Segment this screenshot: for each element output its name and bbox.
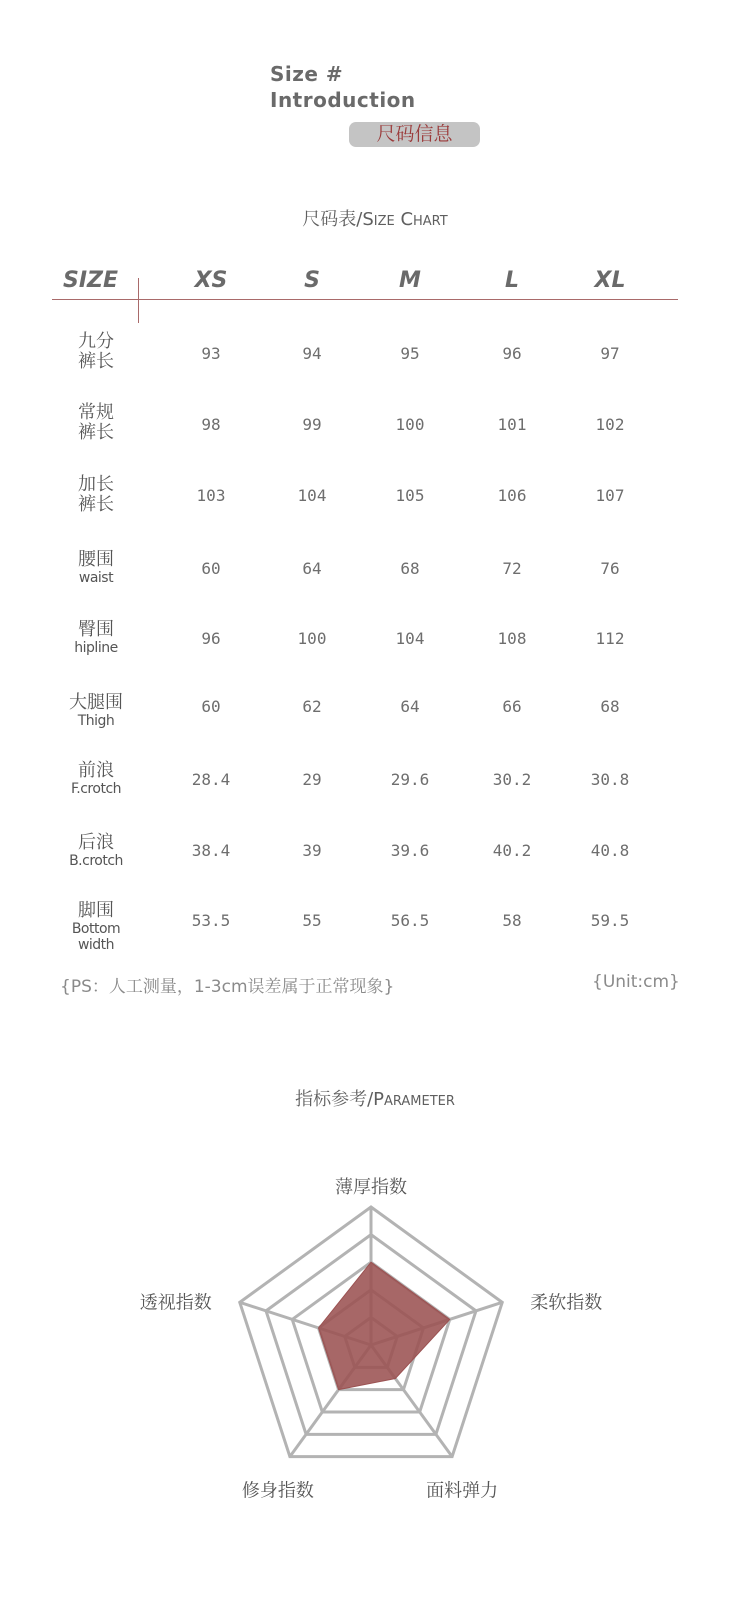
row-label-zh: 常规 [78,402,114,423]
table-cell: 107 [595,486,625,505]
row-label-en: Bottom width [71,921,121,953]
parameter-title-zh: 指标参考/ [295,1089,374,1110]
table-cell: 97 [600,344,620,363]
size-header-m: M [399,268,421,293]
table-cell: 95 [400,344,420,363]
table-cell: 30.2 [492,770,532,789]
table-cell: 112 [595,629,625,648]
radar-series [319,1262,450,1389]
table-cell: 96 [502,344,522,363]
row-label-zh: 臀围 [78,619,114,640]
radar-axis-label: 柔软指数 [530,1292,603,1314]
radar-axis-label: 面料弹力 [426,1480,499,1502]
table-cell: 66 [502,697,522,716]
table-cell: 58 [502,911,522,930]
table-cell: 76 [600,559,620,578]
table-cell: 68 [400,559,420,578]
table-cell: 56.5 [390,911,430,930]
parameter-title-en: Parameter [373,1089,455,1110]
size-column-label: SIZE [63,268,119,293]
size-chart-title [0,205,750,231]
row-label-zh2: 裤长 [78,422,114,443]
table-cell: 103 [196,486,226,505]
row-label-en: hipline [74,640,118,656]
size-header-l: L [504,268,520,293]
row-label-zh: 加长 [78,474,114,495]
table-cell: 64 [302,559,322,578]
parameter-title [0,1085,750,1111]
table-cell: 53.5 [191,911,231,930]
table-cell: 39.6 [390,841,430,860]
row-label-bottom-width [56,901,136,953]
radar-chart [0,1140,750,1520]
table-cell: 102 [595,415,625,434]
row-label-back-crotch [56,833,136,869]
table-cell: 29.6 [390,770,430,789]
table-cell: 39 [302,841,322,860]
row-label-front-crotch [56,761,136,797]
table-cell: 101 [497,415,527,434]
table-cell: 30.8 [590,770,630,789]
table-cell: 60 [201,559,221,578]
table-cell: 68 [600,697,620,716]
row-label-ninth-length [56,332,136,372]
row-label-zh: 前浪 [78,760,114,781]
radar-axis-label: 修身指数 [241,1480,314,1502]
table-cell: 40.8 [590,841,630,860]
table-cell: 100 [395,415,425,434]
header-divider [52,299,678,300]
table-cell: 104 [395,629,425,648]
row-label-waist [56,550,136,586]
table-cell: 104 [297,486,327,505]
size-header-s: S [304,268,320,293]
row-label-regular-length [56,403,136,443]
header-title-line2: Introduction [270,88,416,112]
row-label-thigh [56,693,136,729]
row-label-zh2: 裤长 [78,494,114,515]
row-label-en: waist [78,570,114,586]
table-cell: 62 [302,697,322,716]
table-cell: 64 [400,697,420,716]
table-cell: 105 [395,486,425,505]
row-label-zh: 腰围 [78,549,114,570]
size-chart-title-zh: 尺码表/ [302,209,363,230]
row-label-en: F.crotch [70,781,122,797]
table-cell: 60 [201,697,221,716]
table-cell: 29 [302,770,322,789]
row-label-zh: 后浪 [78,832,114,853]
table-cell: 40.2 [492,841,532,860]
table-cell: 28.4 [191,770,231,789]
table-cell: 38.4 [191,841,231,860]
label-column-divider [138,278,139,323]
row-label-zh2: 裤长 [78,351,114,372]
radar-axis-label: 薄厚指数 [335,1177,407,1198]
table-cell: 98 [201,415,221,434]
size-header-xl: XL [594,268,626,293]
radar-axis-label: 透视指数 [139,1292,212,1314]
unit-note: {Unit:cm} [592,972,680,992]
table-cell: 108 [497,629,527,648]
table-cell: 100 [297,629,327,648]
row-label-zh: 大腿围 [69,692,123,713]
table-cell: 72 [502,559,522,578]
row-label-zh: 九分 [78,331,114,352]
size-chart-title-en: Size Chart [362,209,448,230]
row-label-en: Thigh [77,713,115,729]
table-cell: 96 [201,629,221,648]
row-label-en: B.crotch [69,853,123,869]
row-label-zh: 脚围 [78,900,114,921]
table-cell: 94 [302,344,322,363]
row-label-hipline [56,620,136,656]
table-cell: 106 [497,486,527,505]
radar-series-area [319,1262,450,1389]
header-title-line1: Size # [270,62,344,86]
table-cell: 59.5 [590,911,630,930]
measurement-note: {PS：人工测量，1-3cm误差属于正常现象} [60,977,395,997]
table-cell: 99 [302,415,322,434]
table-cell: 93 [201,344,221,363]
row-label-long-length [56,475,136,515]
table-cell: 55 [302,911,322,930]
size-info-badge: 尺码信息 [349,122,480,147]
size-header-xs: XS [194,268,228,293]
